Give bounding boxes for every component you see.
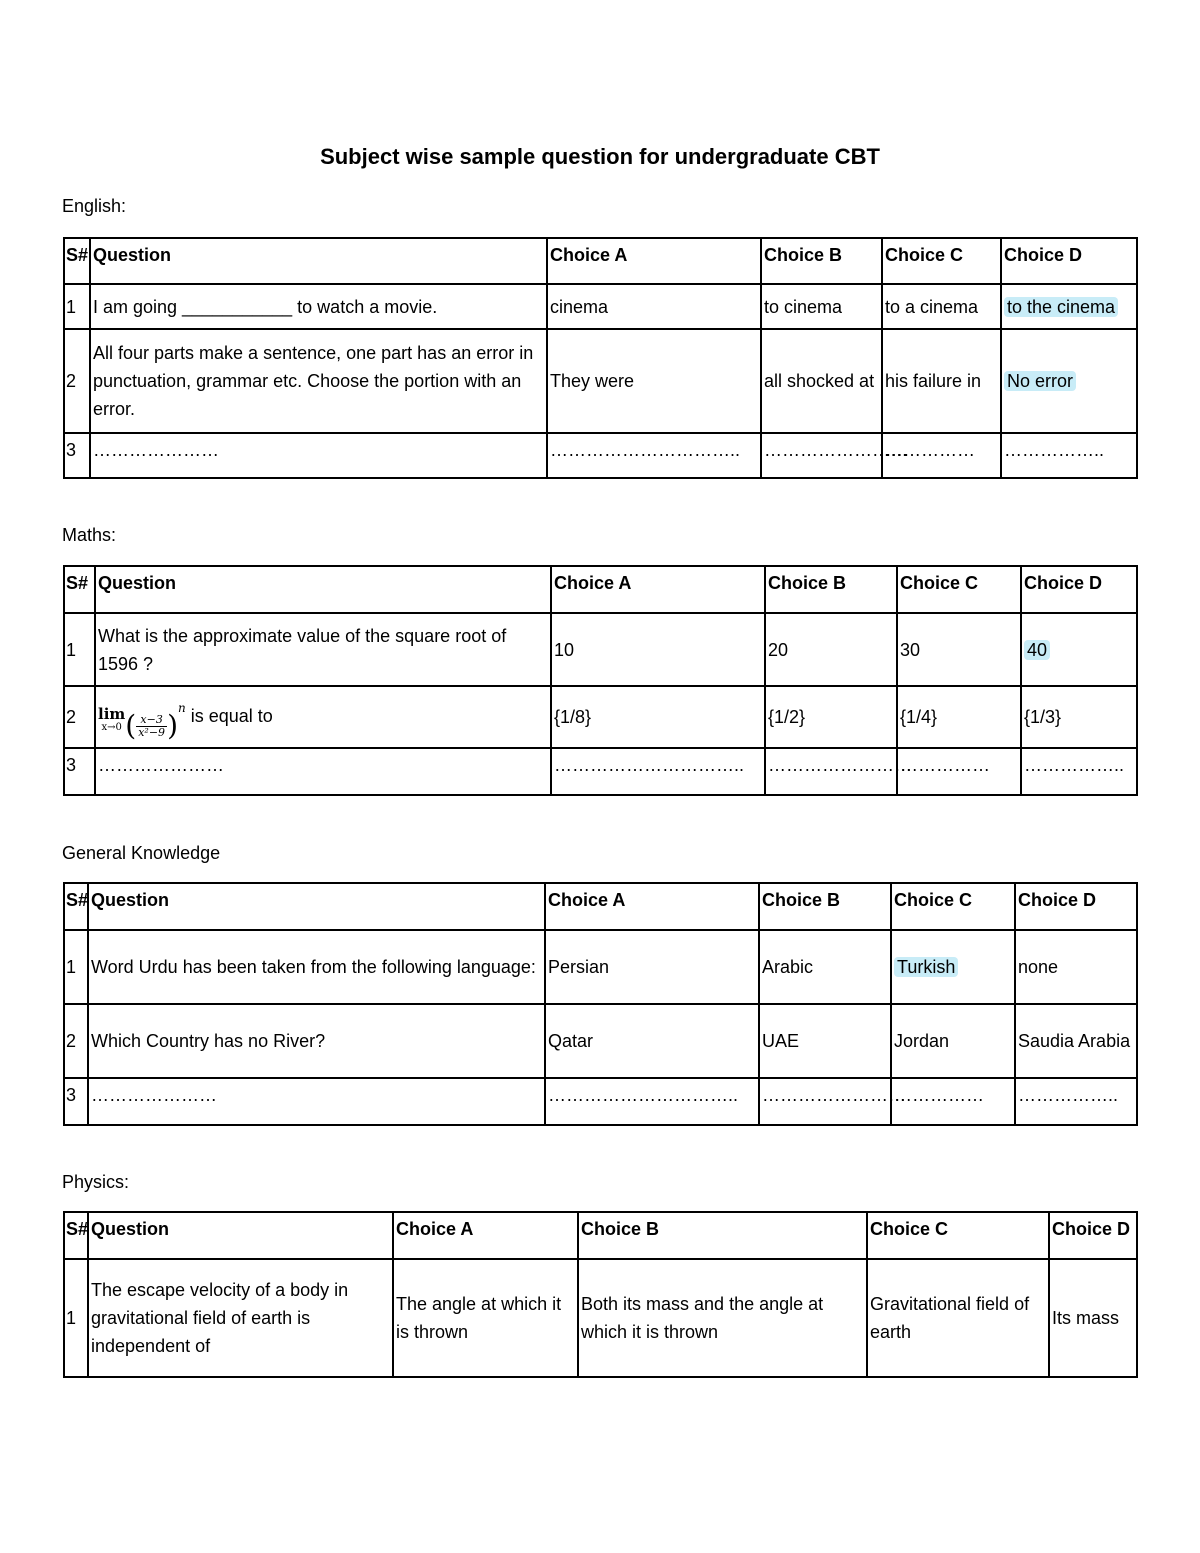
choice-a: They were <box>547 329 761 433</box>
header-choice-d: Choice D <box>1015 883 1137 930</box>
header-question: Question <box>88 883 545 930</box>
choice-c: Gravitational field of earth <box>867 1259 1049 1377</box>
choice-b: …………………… <box>761 433 882 478</box>
row-number: 1 <box>64 1259 88 1377</box>
limit-expression: lim x→0 ( $\frac{x-3}{\text{x²−9}}$ )$^n$ <box>98 701 186 742</box>
choice-b: 20 <box>765 613 897 686</box>
table-header-row <box>64 238 1137 284</box>
choice-c: 30 <box>897 613 1021 686</box>
header-choice-b: Choice B <box>759 883 891 930</box>
header-question: Question <box>95 566 551 613</box>
choice-d: …………….. <box>1001 433 1137 478</box>
choice-b: Both its mass and the angle at which it is thrown <box>578 1259 867 1377</box>
choice-c: …………… <box>897 748 1021 795</box>
question-text: All four parts make a sentence, one part has an error in punctuation, grammar etc. Choose the portion with an error. <box>90 329 547 433</box>
choice-a: 10 <box>551 613 765 686</box>
question-text: The escape velocity of a body in gravitational field of earth is independent of <box>88 1259 393 1377</box>
question-text: Which Country has no River? <box>88 1004 545 1078</box>
header-choice-a: Choice A <box>551 566 765 613</box>
table-row <box>64 433 1137 478</box>
header-question: Question <box>90 238 547 284</box>
choice-a: ………………………….. <box>545 1078 759 1125</box>
row-number: 2 <box>64 1004 88 1078</box>
table-row <box>64 686 1137 748</box>
row-number: 3 <box>64 433 90 478</box>
section-label-english: English: <box>62 196 127 216</box>
question-text: ………………… <box>88 1078 545 1125</box>
choice-d: …………….. <box>1021 748 1137 795</box>
section-label-gk: General Knowledge <box>62 843 221 863</box>
header-choice-c: Choice C <box>867 1212 1049 1259</box>
choice-a: cinema <box>547 284 761 329</box>
row-number: 3 <box>64 1078 88 1125</box>
table-row <box>64 284 1137 329</box>
header-choice-b: Choice B <box>578 1212 867 1259</box>
header-choice-c: Choice C <box>897 566 1021 613</box>
highlighted-answer: Turkish <box>894 957 958 977</box>
choice-d: none <box>1015 930 1137 1004</box>
question-text <box>95 686 551 748</box>
maths-table <box>63 565 1138 796</box>
header-choice-a: Choice A <box>547 238 761 284</box>
choice-d: …………….. <box>1015 1078 1137 1125</box>
choice-b: to cinema <box>761 284 882 329</box>
choice-a: The angle at which it is thrown <box>393 1259 578 1377</box>
question-suffix: is equal to <box>190 705 273 726</box>
physics-table <box>63 1211 1138 1378</box>
choice-d: Its mass <box>1049 1259 1137 1377</box>
table-row <box>64 1078 1137 1125</box>
row-number: 2 <box>64 686 95 748</box>
section-label-maths: Maths: <box>62 525 117 545</box>
highlighted-answer: 40 <box>1024 640 1050 660</box>
header-choice-c: Choice C <box>882 238 1001 284</box>
table-row <box>64 930 1137 1004</box>
highlighted-answer: No error <box>1004 371 1076 391</box>
row-number: 1 <box>64 930 88 1004</box>
choice-b: UAE <box>759 1004 891 1078</box>
row-number: 2 <box>64 329 90 433</box>
choice-c: Jordan <box>891 1004 1015 1078</box>
header-choice-b: Choice B <box>761 238 882 284</box>
header-choice-d: Choice D <box>1021 566 1137 613</box>
table-header-row <box>64 566 1137 613</box>
header-choice-c: Choice C <box>891 883 1015 930</box>
header-sn: S# <box>64 566 95 613</box>
header-choice-b: Choice B <box>765 566 897 613</box>
choice-d <box>1001 284 1137 329</box>
choice-a: Qatar <box>545 1004 759 1078</box>
question-text: Word Urdu has been taken from the following language: <box>88 930 545 1004</box>
highlighted-answer: to the cinema <box>1004 297 1118 317</box>
gk-table <box>63 882 1138 1126</box>
header-sn: S# <box>64 883 88 930</box>
question-text: ………………… <box>90 433 547 478</box>
header-choice-a: Choice A <box>545 883 759 930</box>
choice-c: to a cinema <box>882 284 1001 329</box>
choice-a: ………………………….. <box>551 748 765 795</box>
choice-d <box>1021 613 1137 686</box>
choice-d: Saudia Arabia <box>1015 1004 1137 1078</box>
table-row <box>64 613 1137 686</box>
header-choice-a: Choice A <box>393 1212 578 1259</box>
choice-b: {1/2} <box>765 686 897 748</box>
choice-a: ………………………….. <box>547 433 761 478</box>
table-row <box>64 329 1137 433</box>
choice-b: …………………… <box>759 1078 891 1125</box>
choice-c: {1/4} <box>897 686 1021 748</box>
section-label-physics: Physics: <box>62 1172 130 1192</box>
choice-b: …………………… <box>765 748 897 795</box>
choice-a: Persian <box>545 930 759 1004</box>
choice-a: {1/8} <box>551 686 765 748</box>
header-sn: S# <box>64 1212 88 1259</box>
question-text: ………………… <box>95 748 551 795</box>
choice-b: Arabic <box>759 930 891 1004</box>
header-choice-d: Choice D <box>1049 1212 1137 1259</box>
question-text: What is the approximate value of the square root of 1596 ? <box>95 613 551 686</box>
choice-c: his failure in <box>882 329 1001 433</box>
table-row <box>64 1259 1137 1377</box>
choice-b: all shocked at <box>761 329 882 433</box>
question-text: I am going ___________ to watch a movie. <box>90 284 547 329</box>
row-number: 3 <box>64 748 95 795</box>
table-row <box>64 1004 1137 1078</box>
table-row <box>64 748 1137 795</box>
row-number: 1 <box>64 284 90 329</box>
choice-c: …………… <box>891 1078 1015 1125</box>
table-header-row <box>64 1212 1137 1259</box>
header-choice-d: Choice D <box>1001 238 1137 284</box>
header-sn: S# <box>64 238 90 284</box>
page-title: Subject wise sample question for undergraduate CBT <box>320 144 880 169</box>
choice-c: …………… <box>882 433 1001 478</box>
choice-c <box>891 930 1015 1004</box>
row-number: 1 <box>64 613 95 686</box>
english-table <box>63 237 1138 479</box>
choice-d <box>1001 329 1137 433</box>
header-question: Question <box>88 1212 393 1259</box>
table-header-row <box>64 883 1137 930</box>
choice-d: {1/3} <box>1021 686 1137 748</box>
